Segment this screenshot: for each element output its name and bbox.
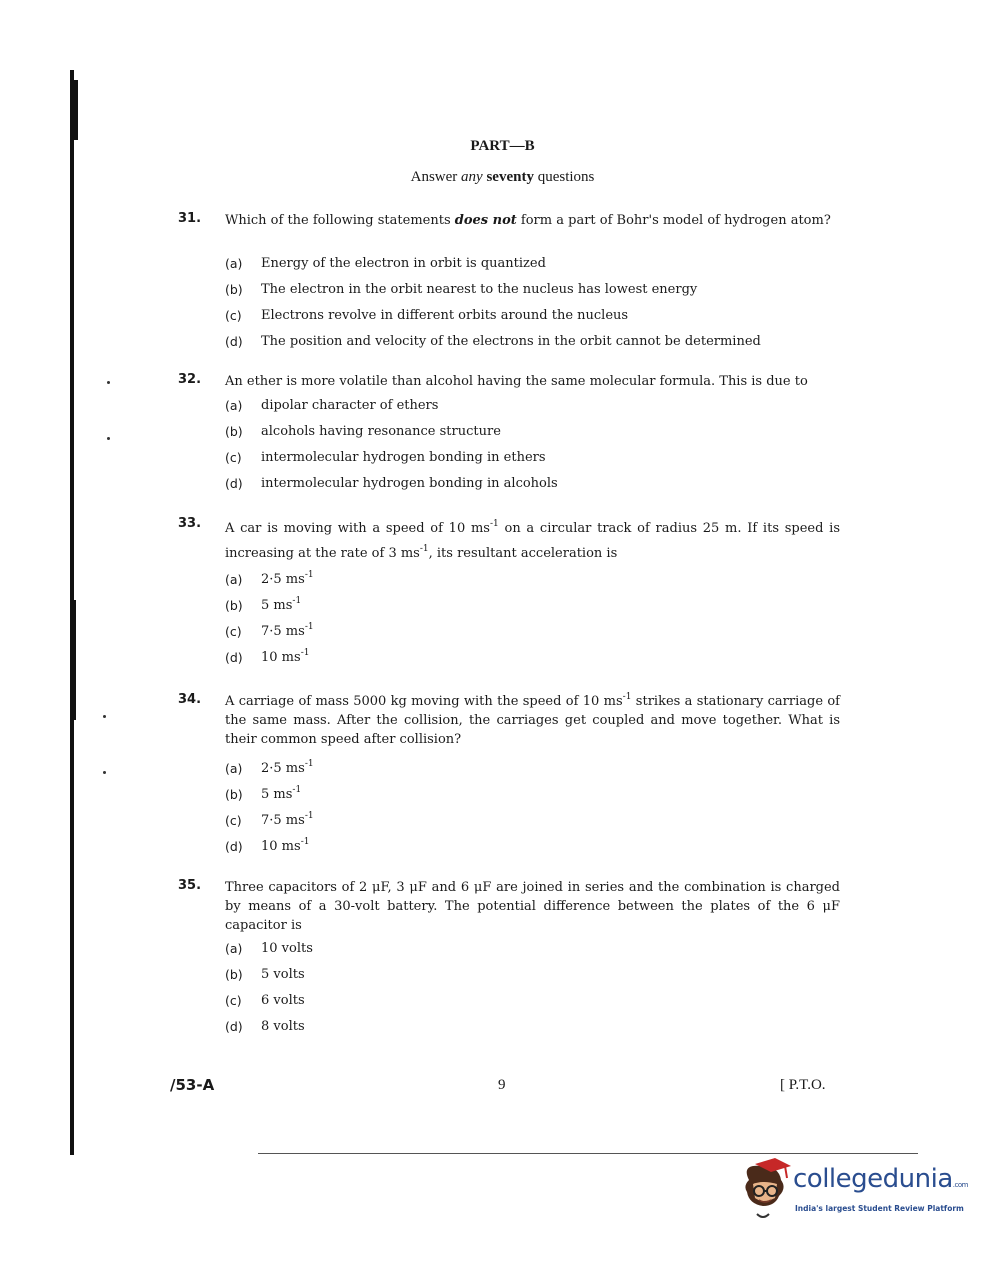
brand-tagline: India's largest Student Review Platform	[795, 1204, 964, 1213]
part-title: PART—B	[470, 138, 535, 154]
speck	[107, 437, 110, 440]
question-text: A car is moving with a speed of 10 $ms^{-1}$ on a circular track of radius 25 m. If its speed is increasing at the rate of 3 $ms^{-1}$, its resultant acceleration is	[225, 519, 840, 561]
speck	[103, 771, 106, 774]
question-number: 32.	[178, 372, 202, 387]
paper-code: /53-A	[170, 1076, 215, 1094]
pto-note: [ P.T.O.	[780, 1077, 826, 1093]
speck	[103, 715, 106, 718]
page-number: 9	[498, 1077, 506, 1093]
question-text: Which of the following statements does not form a part of Bohr's model of hydrogen atom?	[225, 213, 831, 228]
graduate-cap-icon	[735, 1158, 795, 1224]
speck	[107, 381, 110, 384]
bottom-rule	[258, 1153, 918, 1154]
question-number: 31.	[178, 211, 202, 226]
question-number: 34.	[178, 692, 202, 707]
question-number: 33.	[178, 516, 202, 531]
binding-mark	[73, 600, 76, 720]
collegedunia-logo	[735, 1158, 968, 1228]
question-number: 35.	[178, 878, 202, 893]
question-text: An ether is more volatile than alcohol having the same molecular formula. This is due to	[225, 374, 808, 389]
question-text: A carriage of mass 5000 kg moving with the speed of 10 $ms^{-1}$ strikes a stationary carriage of the same mass. After the collision, the carriages get coupled and move together. What is their common speed after collision?	[225, 692, 840, 747]
binding-mark	[73, 80, 78, 140]
question-text: Three capacitors of 2 μF, 3 μF and 6 μF are joined in series and the combination is charged by means of a 30-volt battery. The potential difference between the plates of the 6 μF capacitor is	[225, 880, 840, 933]
instruction: Answer any seventy questions	[410, 169, 595, 185]
brand-name: collegedunia.com	[793, 1164, 968, 1194]
